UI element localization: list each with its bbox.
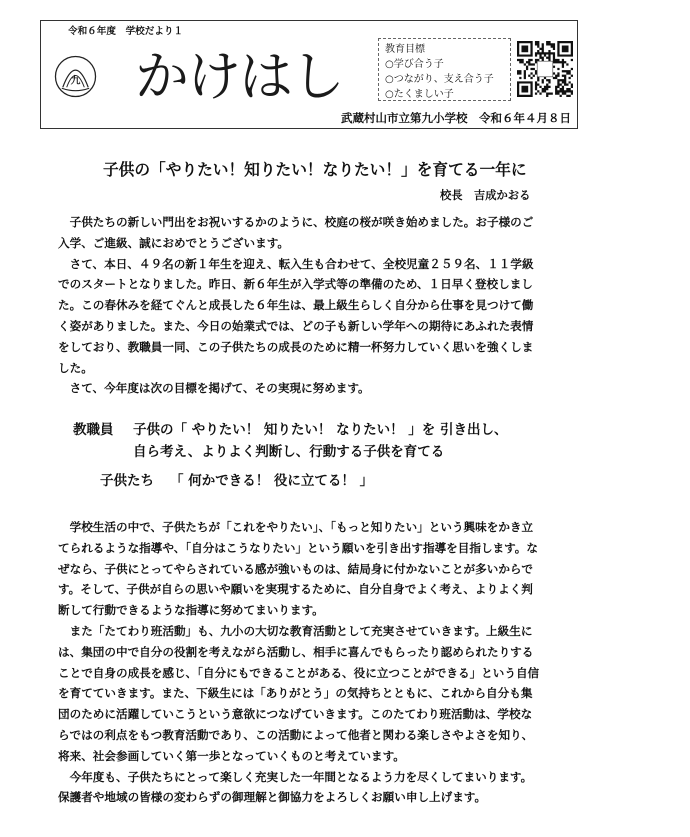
qr-center-mark [537,61,553,77]
issue-number: 学校だより１ [125,26,184,37]
text-line: 学校生活の中で、子供たちが「これをやりたい」、「もっと知りたい」という興味をかき立 [69,520,534,534]
school-goals-box [378,38,511,101]
text-line: らではの利点をもつ教育活動であり、この活動によって他者と関わる楽しさやよさを知り、 [58,727,534,742]
text-line: 今年度も、子供たちにとって楽しく充実した一年間となるよう力を尽くしてまいります。 [69,769,533,784]
target-label-children: 子供たち [100,473,154,489]
text-line: さて、本日、４９名の新１年生を迎え、転入生も合わせて、全校児童２５９名、１１学級 [69,256,534,271]
fiscal-year: 令和６年度 [68,26,116,37]
text-line: でのスタートとなりました。昨日、新６年生が入学式等の準備のため、１日早く登校しまし [58,277,533,292]
school-goal-item: ○つながり、支え合う子 [385,74,494,85]
body-paragraph-closing [58,767,539,809]
issue-label [68,26,183,38]
text-line: 将来、社会参画していく第一歩となっていくものと考えています。 [58,748,405,763]
body-paragraph-tatewari [58,621,539,767]
target-staff-line: 子供の「 やりたい！ 知りたい！ なりたい！ 」を 引き出し、 [133,422,508,438]
text-line: 子供たちの新しい門出をお祝いするかのように、校庭の桜が咲き始めました。お子様のご [69,215,534,229]
intro-paragraph-goals-lead [58,378,534,399]
byline-role: 校長 [440,189,463,202]
target-staff-line: 自ら考え、よりよく判断し、行動する子供を育てる [133,444,445,460]
target-children-line: 「 何かできる！ 役に立てる！ 」 [170,473,374,489]
qr-code [517,41,573,97]
intro-paragraph-opening [58,254,534,379]
text-line: は、集団の中で自分の役割を考えながら活動し、相手に喜んでもらったり認められたりする [58,644,534,659]
text-line: 保護者や地域の皆様の変わらずの御理解と御協力をよろしくお願い申し上げます。 [58,790,487,805]
text-line: さて、今年度は次の目標を掲げて、その実現に努めます。 [69,381,370,396]
school-emblem [54,55,97,98]
masthead [40,20,578,129]
school-name: 武蔵村山市立第九小学校 [341,111,468,125]
issue-date: 令和６年４月８日 [479,111,571,125]
target-label-staff: 教職員 [73,422,114,438]
text-line: てられるような指導や、「自分はこうなりたい」という願いを引き出す指導を目指します。な [58,540,538,555]
text-line: 入学、ご進級、誠におめでとうございます。 [58,235,289,250]
text-line: を育てていきます。また、下級生には「ありがとう」の気持ちとともに、これから自分も集 [58,686,533,701]
intro-text [58,212,534,399]
text-line: ぜなら、子供にとってやらされている感が強いものは、結局身に付かないことが多いからで [58,561,533,576]
school-goal-item: ○たくましい子 [385,89,454,100]
body-text [58,517,539,808]
text-line: ことで自身の成長を感じ、「自分にもできることがある、役に立つことができる」という自信 [58,665,540,680]
school-and-date [341,111,571,125]
text-line: 団のために活躍していこうという意欲につなげていきます。このたてわり班活動は、学校な [58,707,533,722]
newsletter-title: かけはし [135,45,343,108]
text-line: く姿がありました。また、今日の始業式では、どの子も新しい学年への期待にあふれた表情 [58,318,534,333]
article-headline: 子供の「やりたい！知りたい！なりたい！」を育てる一年に [103,160,527,179]
school-goals-heading: 教育目標 [385,44,425,55]
text-line: また「たてわり班活動」も、九小の大切な教育活動として充実させていきます。上級生に [69,623,533,638]
byline [440,188,530,204]
emblem-base [62,88,89,90]
intro-paragraph-greeting [58,212,534,254]
text-line: した。 [58,360,93,375]
text-line: をしており、教職員一同、この子供たちの成長のために精一杯努力していく思いを強くしま [58,339,534,354]
text-line: た。この春休みを経てぐんと成長した６年生は、最上級生らしく自分から仕事を見つけて働 [58,298,534,313]
emblem-character: 九 [70,75,81,87]
body-paragraph-guidance [58,517,539,621]
school-goal-item: ○学び合う子 [385,59,444,70]
text-line: 断して行動できるような指導に努めてまいります。 [58,603,324,618]
byline-name: 吉成かおる [473,189,531,202]
text-line: す。そして、子供が自らの思いや願いを実現するために、自分自身でよく考え、よりよく判 [58,582,533,597]
